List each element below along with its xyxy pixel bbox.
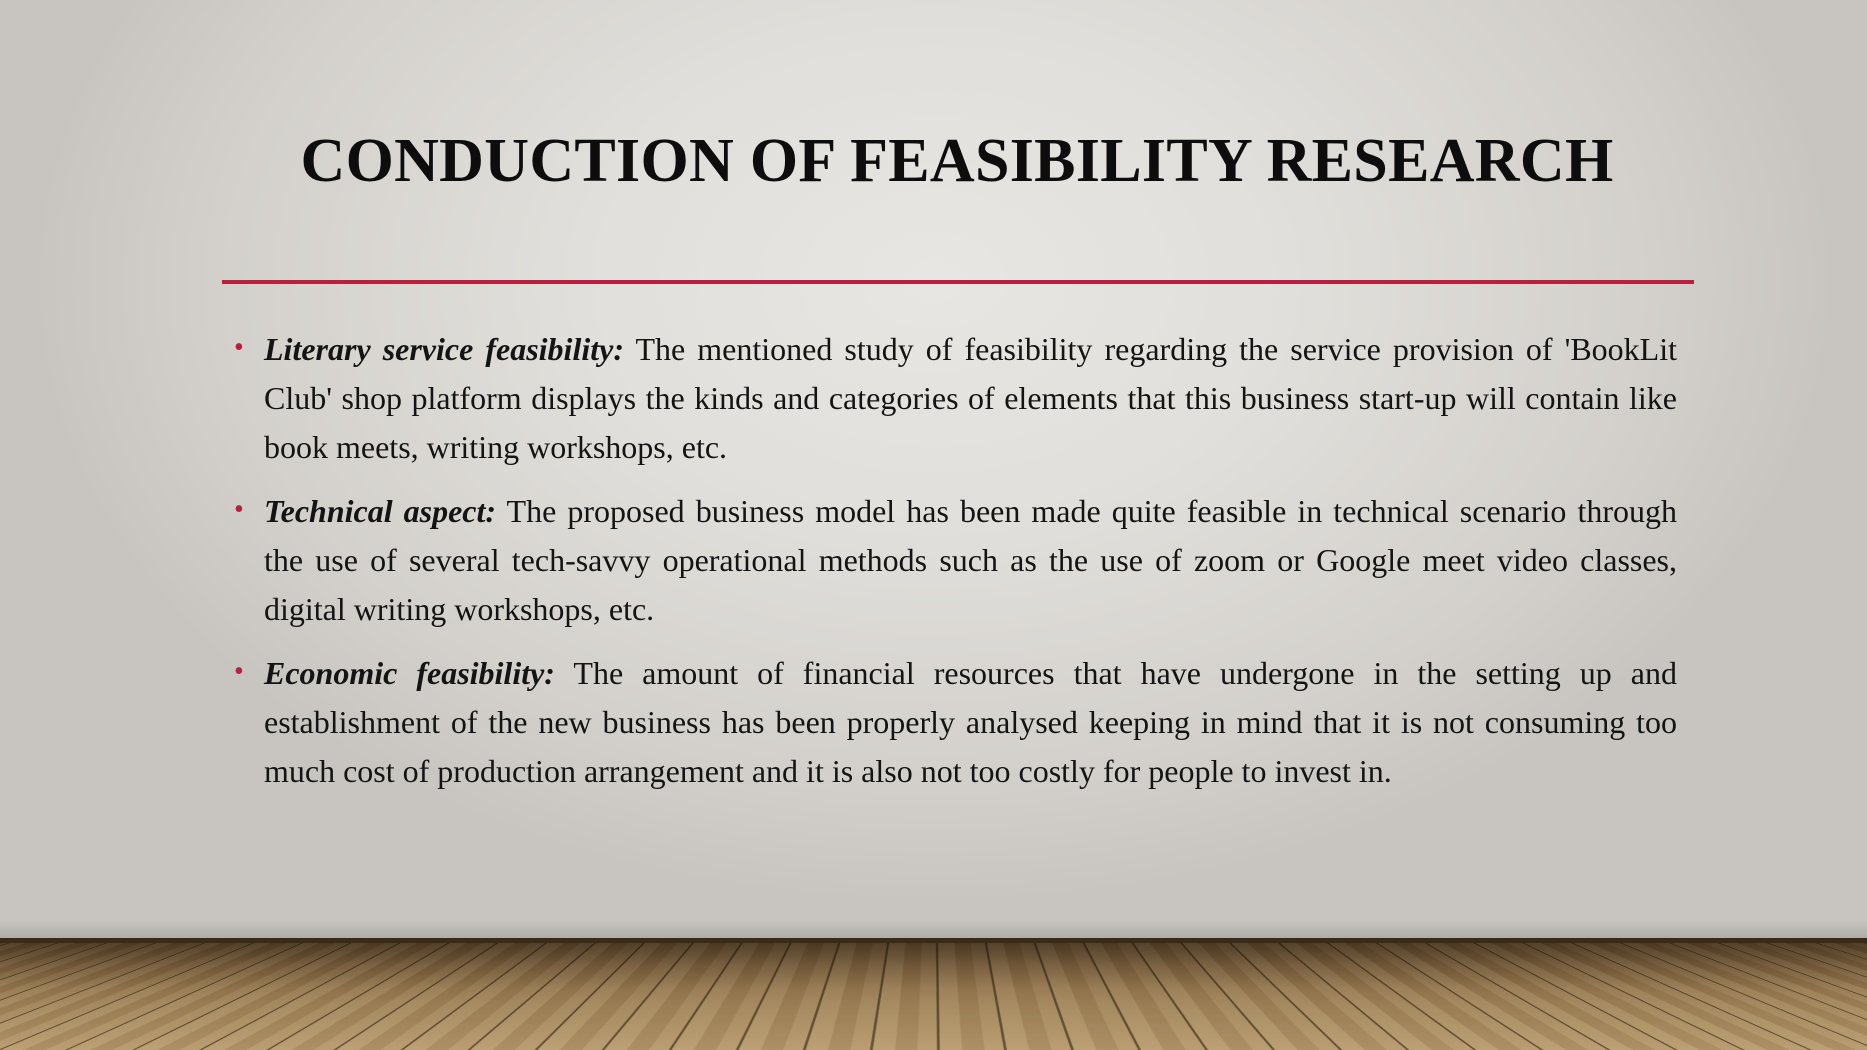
floor-shadow — [0, 938, 1867, 1050]
bullet-item-technical-aspect — [230, 487, 1677, 634]
bullet-text: The proposed business model has been made quite feasible in technical scenario through the use of several tech-savvy operational methods such as the use of zoom or Google meet video classes, digital writing workshops, etc. — [264, 493, 1678, 627]
bullet-heading: Technical aspect: — [264, 493, 497, 529]
bullet-item-economic-feasibility — [230, 649, 1677, 796]
bullet-dot-icon: • — [234, 494, 244, 525]
slide-title: CONDUCTION OF FEASIBILITY RESEARCH — [300, 127, 1614, 195]
bullet-text: The amount of financial resources that have undergone in the setting up and establishment of the new business has been properly analysed keeping in mind that it is not consuming too much cost of production arrangement and it is also not too costly for people to invest in. — [264, 655, 1678, 789]
title-divider-line — [222, 280, 1694, 284]
bullet-heading: Economic feasibility: — [264, 655, 555, 691]
bullet-item-literary-service-feasibility — [230, 325, 1677, 472]
bullet-dot-icon: • — [234, 656, 244, 687]
bullet-text: The mentioned study of feasibility regarding the service provision of 'BookLit Club' shop platform displays the kinds and categories of elements that this business start-up will contain like book meets, writing workshops, etc. — [264, 331, 1677, 465]
wooden-floor-image — [0, 938, 1867, 1050]
bullet-dot-icon: • — [234, 332, 244, 363]
bullet-heading: Literary service feasibility: — [264, 331, 624, 367]
floor-edge — [0, 938, 1867, 943]
bullet-list — [230, 325, 1677, 811]
